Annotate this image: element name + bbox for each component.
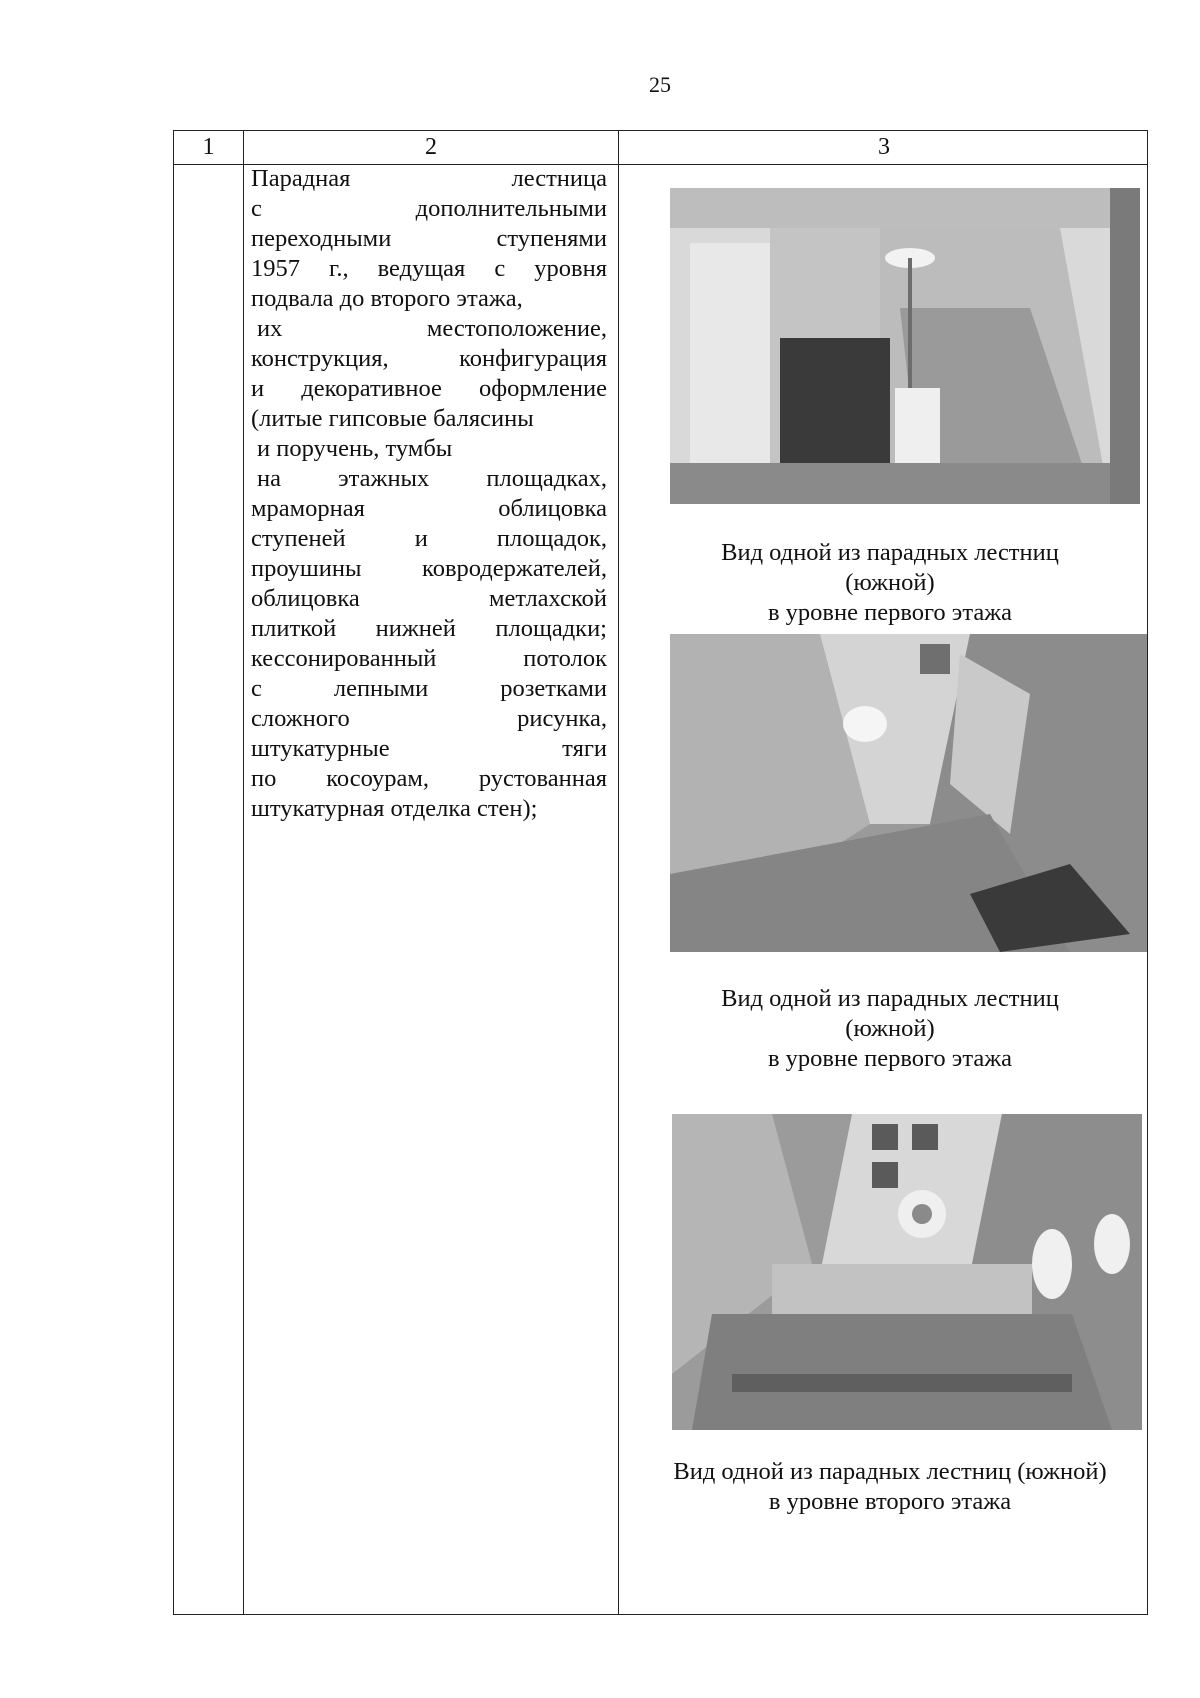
caption-line: (южной): [845, 1015, 935, 1042]
description-line: по косоурам, рустованная: [251, 765, 607, 792]
photo-caption-3: [620, 1457, 1160, 1517]
description-line: 1957 г., ведущая с уровня: [251, 255, 607, 282]
description-line: Парадная лестница: [251, 165, 607, 192]
staircase-photo-2: [670, 634, 1147, 952]
description-line: мраморная облицовка: [251, 495, 607, 522]
description-line: с дополнительными: [251, 195, 607, 222]
photo-caption-1: [620, 538, 1160, 628]
caption-line: Вид одной из парадных лестниц: [721, 539, 1059, 566]
object-description: [251, 164, 607, 824]
column-header-1: 1: [202, 134, 215, 160]
description-line: и декоративное оформление: [251, 375, 607, 402]
caption-line: Вид одной из парадных лестниц (южной): [673, 1458, 1107, 1485]
caption-line: в уровне первого этажа: [767, 1045, 1013, 1072]
page-number: 25: [649, 72, 671, 97]
caption-line: в уровне второго этажа: [768, 1488, 1012, 1515]
description-line: с лепными розетками: [251, 675, 607, 702]
description-line: конструкция, конфигурация: [251, 345, 607, 372]
description-line: их местоположение,: [257, 315, 607, 342]
description-line: ступеней и площадок,: [251, 525, 607, 552]
description-line: подвала до второго этажа,: [251, 285, 523, 312]
caption-line: (южной): [845, 569, 935, 596]
description-line: переходными ступенями: [251, 225, 607, 252]
description-line: кессонированный потолок: [251, 645, 607, 672]
description-line: (литые гипсовые балясины: [251, 405, 534, 432]
column-divider: [243, 131, 244, 1614]
description-line: штукатурные тяги: [251, 735, 607, 762]
description-line: на этажных площадках,: [257, 465, 607, 492]
description-line: облицовка метлахской: [251, 585, 607, 612]
caption-line: в уровне первого этажа: [767, 599, 1013, 626]
column-header-2: 2: [425, 134, 437, 160]
photo-caption-2: [620, 984, 1160, 1074]
description-line: плиткой нижней площадки;: [251, 615, 607, 642]
description-line: штукатурная отделка стен);: [251, 795, 538, 822]
staircase-photo-3: [672, 1114, 1142, 1430]
description-line: проушины ковродержателей,: [251, 555, 607, 582]
description-line: сложного рисунка,: [251, 705, 607, 732]
column-header-3: 3: [878, 134, 890, 160]
caption-line: Вид одной из парадных лестниц: [721, 985, 1059, 1012]
description-line: и поручень, тумбы: [257, 435, 453, 462]
column-divider: [618, 131, 619, 1614]
staircase-photo-1: [670, 188, 1140, 504]
